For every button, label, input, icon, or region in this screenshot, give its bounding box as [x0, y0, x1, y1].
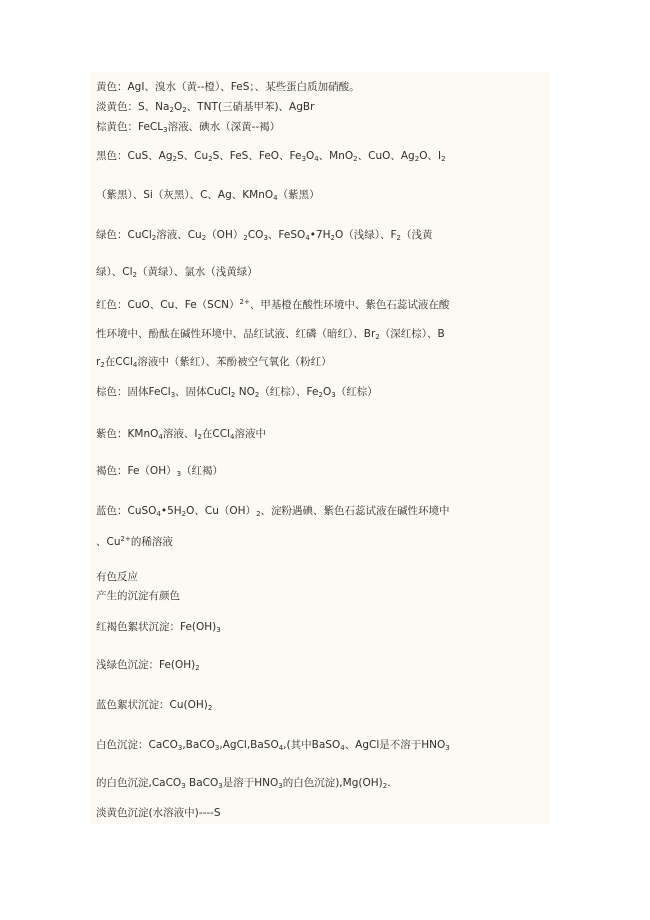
text-line: 绿）、$Cl_2$（黄绿）、氯水（浅黄绿） — [96, 266, 258, 279]
text-line: （紫黑）、Si（灰黑）、C、Ag、KMnO$_4$（紫黑） — [96, 189, 320, 202]
text-line: 棕色：固体FeCl$_3$、固体CuCl$_2$ $NO_2$（红棕）、$Fe_2O_3$（红棕） — [96, 386, 378, 399]
text-line: $r_2$在CCl$_4$溶液中（紫红）、苯酚被空气氧化（粉红） — [96, 356, 332, 369]
text-line: 白色沉淀：CaCO$_3$,BaCO$_3$,AgCl,BaSO$_4$,(其中BaSO$_4$、AgCl是不溶于$HNO_3$ — [96, 739, 450, 752]
text-line: 浅绿色沉淀：$Fe(OH)_2$ — [96, 659, 200, 672]
text-line: 褐色：$Fe(OH)_3$（红褐） — [96, 465, 224, 478]
text-line: 的白色沉淀,CaCO$_3$ BaCO$_3$是溶于$HNO_3$的白色沉淀)$,Mg(OH)_2$. — [96, 777, 391, 790]
text-line: 产生的沉淀有颜色 — [96, 590, 180, 602]
text-line: 蓝色絮状沉淀：$Cu(OH)_2$ — [96, 699, 213, 712]
text-line: 棕黄色：FeCL$_3$溶液、碘水（深黄--褐） — [96, 121, 281, 134]
text-line: 红色：CuO、Cu、Fe（SCN）$^{2+}$、甲基橙在酸性环境中、紫色石蕊试液在酸 — [96, 298, 450, 311]
text-line: 绿色：CuCl$_2$溶液、$Cu_2(OH)_2CO_3$、$FeSO_4•7H_2O$（浅绿）、$F_2$（浅黄 — [96, 229, 433, 242]
text-line: 性环境中、酚酞在碱性环境中、品红试液、红磷（暗红）、$Br_2$（深红棕）、B — [96, 328, 445, 341]
section-heading: 有色反应 — [96, 571, 138, 583]
text-line: 、$Cu^{2+}$的稀溶液 — [96, 535, 173, 548]
document-page — [90, 72, 550, 824]
text-line: 淡黄色沉淀(水溶液中)----S — [96, 807, 221, 819]
text-line: 黑色：CuS、$Ag_2S$、$Cu_2S$、FeS、FeO、$Fe_3O_4$、MnO$_2$、CuO、$Ag_2O$、$I_2$ — [96, 150, 446, 163]
text-line: 紫色：KMnO$_4$溶液、$I_2$在CCl$_4$溶液中 — [96, 428, 266, 441]
text-line: 蓝色：$CuSO_4•5H_2O$、$Cu(OH)_2$、淀粉遇碘、紫色石蕊试液在碱性环境中 — [96, 505, 450, 518]
text-line: 淡黄色：S、$Na_2O_2$、TNT(三硝基甲苯)、AgBr — [96, 101, 315, 114]
text-line: 红褐色絮状沉淀：$Fe(OH)_3$ — [96, 621, 221, 634]
text-line: 黄色：AgI、溴水（黄--橙）、FeS；、某些蛋白质加硝酸。 — [96, 81, 360, 93]
